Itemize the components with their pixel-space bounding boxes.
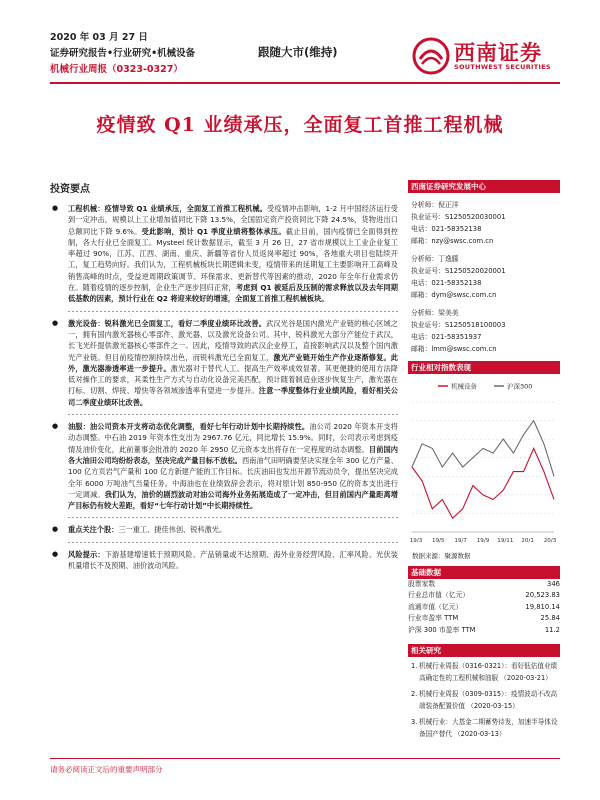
rating-label: 跟随大市(维持) <box>258 45 338 59</box>
analyst-line: 邮箱：nzy@swsc.com.cn <box>411 237 494 245</box>
point-bold-text: 重点关注个股： <box>68 525 119 535</box>
investment-points <box>50 203 398 571</box>
related-heading: 相关研究 <box>408 644 560 657</box>
related-index: 2. <box>411 690 418 699</box>
bullet-icon: ● <box>52 549 59 558</box>
point-bold-text: 考虑到 Q1 被延后及压制的需求释放以及去年同期低基数的因素，预计行业在 Q2 将迎来较好的增速，全面复工首推工程机械板块。 <box>68 283 398 304</box>
report-name: 机械行业周报（0323-0327） <box>50 64 183 75</box>
chart-source: 数据来源：聚源数据 <box>412 552 471 560</box>
analyst-line: 邮箱：lmm@swsc.com.cn <box>411 345 497 353</box>
brand-logo <box>410 35 560 77</box>
report-date: 2020 年 03 月 27 日 <box>50 32 148 43</box>
data-label: 股票家数 <box>408 580 436 588</box>
section-heading: 投资要点 <box>50 184 90 195</box>
point-bold-text: 注意一季度整体行业业绩风险，看好相关公司二季度业绩环比改善。 <box>68 386 398 407</box>
data-value: 20,523.83 <box>525 591 560 600</box>
analyst-card <box>411 253 560 301</box>
point-bold-text: 油服：油公司资本开支将动态优化调整，看好七年行动计划中长期持续性。 <box>68 422 310 432</box>
x-tick-label: 19/11 <box>497 538 514 544</box>
analyst-card <box>411 307 560 355</box>
series-line <box>412 421 554 477</box>
chart-svg <box>408 374 560 549</box>
point-bold-text: 受此影响，预计 Q1 季度业绩将整体承压。 <box>141 226 286 236</box>
sidebar <box>408 180 560 745</box>
point-bold-text: 工程机械：疫情导致 Q1 业绩承压，全面复工首推工程机械。 <box>68 204 268 213</box>
chart-heading: 行业相对指数表现 <box>408 361 560 374</box>
data-row <box>408 602 560 613</box>
report-title: 疫情致 Q1 业绩承压，全面复工首推工程机械 <box>96 114 504 136</box>
analyst-line: 分析师：梁美美 <box>411 309 459 317</box>
bullet-icon: ● <box>52 318 59 327</box>
header-meta <box>50 30 195 78</box>
data-label: 流通市值（亿元） <box>408 602 463 611</box>
paragraph-divider <box>68 414 398 415</box>
analyst-line: 电话：021-58352138 <box>411 225 482 233</box>
analyst-line: 电话：021-58352138 <box>411 279 482 287</box>
point-text: 武汉光谷是国内激光产业链的核心区域之一，拥有国内激光器核心零部件、激光器、以及激光设备公司。其中，锐科激光大部分产能位于武汉，长飞光纤提供激光器核心零部件之一。因此，疫情导致的武汉企业停工，直接影响武汉以及整个国内激光产业链。但目前疫情控制持续出色，而锐科激光已全面复工， <box>68 318 398 362</box>
main-column <box>50 180 398 577</box>
x-tick-label: 19/5 <box>432 538 445 544</box>
x-tick-label: 19/9 <box>476 538 490 544</box>
analyst-line: 电话：021-58351937 <box>411 333 482 341</box>
point-bold-text: 激光产业链开始生产作业逐渐修复。此外，激光器渗透率进一步提升。 <box>68 352 398 373</box>
data-row <box>408 613 560 624</box>
analyst-line: 执业证号：S1250520030001 <box>411 213 506 221</box>
analyst-line: 分析师：倪正洋 <box>411 201 459 209</box>
point-text: 激光器对于替代人工、提高生产效率成效显著。其更便捷的使用方法降低对操作工的要求，其柔性生产方式与自动化设备完美匹配，预计随着制造业逐步恢复生产，激光器在打标、切割、焊接、增快等各领域渗透率有望进一步提升。 <box>68 363 398 396</box>
point-text: 下游基建增速低于预期风险、产品销量或不达预期、海外业务经营风险、汇率风险、光伏装机量增长不及预期、油价波动风险。 <box>68 549 398 571</box>
series-line <box>412 448 554 518</box>
point-bold-text: 激光设备：锐科激光已全面复工，看好二季度业绩环比改善。 <box>68 318 267 328</box>
point-text: 油公司 2020 年资本开支将动态调整。中石油 2019 年资本性支出为 2967.76 亿元，同比增长 15.9%。同时，公司表示考虑到疫情及油价变化，此前董事会批准的 2020 年 2950 亿元资本支出将存在一定程度的动态调整。 <box>68 422 398 454</box>
related-title: 机械行业：大基金二期蓄势待发，加速半导体设备国产替代 （2020-03-13） <box>419 718 558 738</box>
basic-data-heading: 基础数据 <box>408 566 560 579</box>
analyst-card <box>411 199 560 247</box>
related-research-list <box>408 657 560 740</box>
research-center-heading: 西南证券研究发展中心 <box>408 180 560 193</box>
analyst-line: 执业证号：S1250518100003 <box>411 321 506 329</box>
bullet-icon: ● <box>52 204 59 212</box>
logo-name-cn: 西南证券 <box>454 40 542 65</box>
related-item[interactable] <box>411 661 560 684</box>
point-bold-text: 风险提示： <box>68 549 105 559</box>
basic-data-table <box>408 579 560 636</box>
point-bold-text: 我们认为，油价的剧烈波动对油公司海外业务拓展造成了一定冲击，但目前国内产量距离增产目标仍有较大差距，看好“七年行动计划”中长期持续性。 <box>68 489 398 511</box>
relative-index-chart <box>408 374 560 549</box>
x-tick-label: 19/3 <box>409 538 423 544</box>
analyst-line: 分析师：丁逸朦 <box>411 255 459 263</box>
paragraph-divider <box>68 542 398 543</box>
bullet-icon: ● <box>52 422 59 431</box>
report-category: 证券研究报告•行业研究•机械设备 <box>50 48 196 59</box>
legend-label: 机械设备 <box>451 382 477 391</box>
point-text: 截止目前，国内疫情已全面得到控制，各大行业已全面复工。Mysteel 统计数据显示，截至 3 月 26 日，27 省市规模以上工业企业复工率超过 90%，江苏、江西、湖南、重庆、新疆等省份人员返岗率超过 90%，各地重大项目也陆续开工，复工趋势向好。我们认为，工程机械板块长期逻辑未变，疫情带来的延期复工主要影响开工高峰及销售高峰的时点，受益逆周期政策调节、环保需求、更新替代等因素的推动，2020 年全年行业需求仍在。随着疫情的逐步控制，企业生产逐步回归正常， <box>68 226 398 293</box>
point-paragraph <box>50 318 398 408</box>
header-divider <box>50 82 560 84</box>
x-tick-label: 20/1 <box>521 538 534 544</box>
x-tick-label: 20/3 <box>543 538 557 544</box>
data-value: 11.2 <box>544 625 560 634</box>
related-item[interactable] <box>411 689 560 712</box>
data-value: 346 <box>547 580 560 588</box>
data-label: 沪深 300 市盈率 TTM <box>408 625 476 634</box>
paragraph-divider <box>68 517 398 518</box>
analyst-line: 执业证号：S1250520020001 <box>411 267 506 275</box>
related-title: 机械行业周报（0316-0321）：看好低估值业绩高确定性的工程机械和油服 （2020-03-21） <box>419 662 558 682</box>
related-title: 机械行业周报（0309-0315）：疫情波动不改高端装备配置价值 （2020-03-15） <box>419 690 558 710</box>
analyst-line: 邮箱：dym@swsc.com.cn <box>411 291 497 299</box>
related-index: 3. <box>411 718 418 727</box>
x-tick-label: 19/7 <box>454 538 467 544</box>
point-bold-text: 目前国内各大油田公司均纷纷表态，坚决完成产量目标不放松。 <box>68 444 398 465</box>
point-text: 受疫情冲击影响，1-2 月中国经济运行受到一定冲击，规模以上工业增加值同比下降 13.5%，全国固定资产投资同比下降 24.5%，货物进出口总额同比下降 9.6%。 <box>68 204 398 236</box>
related-item[interactable] <box>411 717 560 740</box>
footer-divider <box>50 758 560 759</box>
logo-name-en: SOUTHWEST SECURITIES <box>454 63 551 71</box>
data-row <box>408 579 560 590</box>
related-index: 1. <box>411 662 418 671</box>
point-paragraph <box>50 421 398 511</box>
data-row <box>408 590 560 601</box>
legend-label: 沪深300 <box>507 382 533 391</box>
footer-notice: 请务必阅读正文后的重要声明部分 <box>50 765 163 774</box>
data-value: 25.84 <box>540 614 560 623</box>
data-label: 行业市盈率 TTM <box>408 614 459 623</box>
data-label: 行业总市值（亿元） <box>408 591 470 600</box>
data-value: 19,810.14 <box>525 602 560 611</box>
point-text: 三一重工、捷佳伟创、锐科激光。 <box>118 525 227 535</box>
bullet-icon: ● <box>52 525 59 534</box>
analyst-list <box>408 199 560 355</box>
point-paragraph <box>50 203 398 305</box>
point-paragraph <box>50 549 398 572</box>
point-text: 西南油气田明确要坚决实现全年 300 亿方产量、100 亿方页岩气产量和 100 亿方新建产能的工作目标。长庆油田也发出开源节流动员令，提出坚决完成全年 6000 万吨油气当量任务。中海油也在业绩致辞会表示，将对原计划 850-950 亿的资本支出进行一定调减。 <box>68 455 398 499</box>
logo-mark-icon <box>412 37 450 75</box>
paragraph-divider <box>68 311 398 312</box>
data-row <box>408 625 560 636</box>
point-paragraph <box>50 524 398 535</box>
